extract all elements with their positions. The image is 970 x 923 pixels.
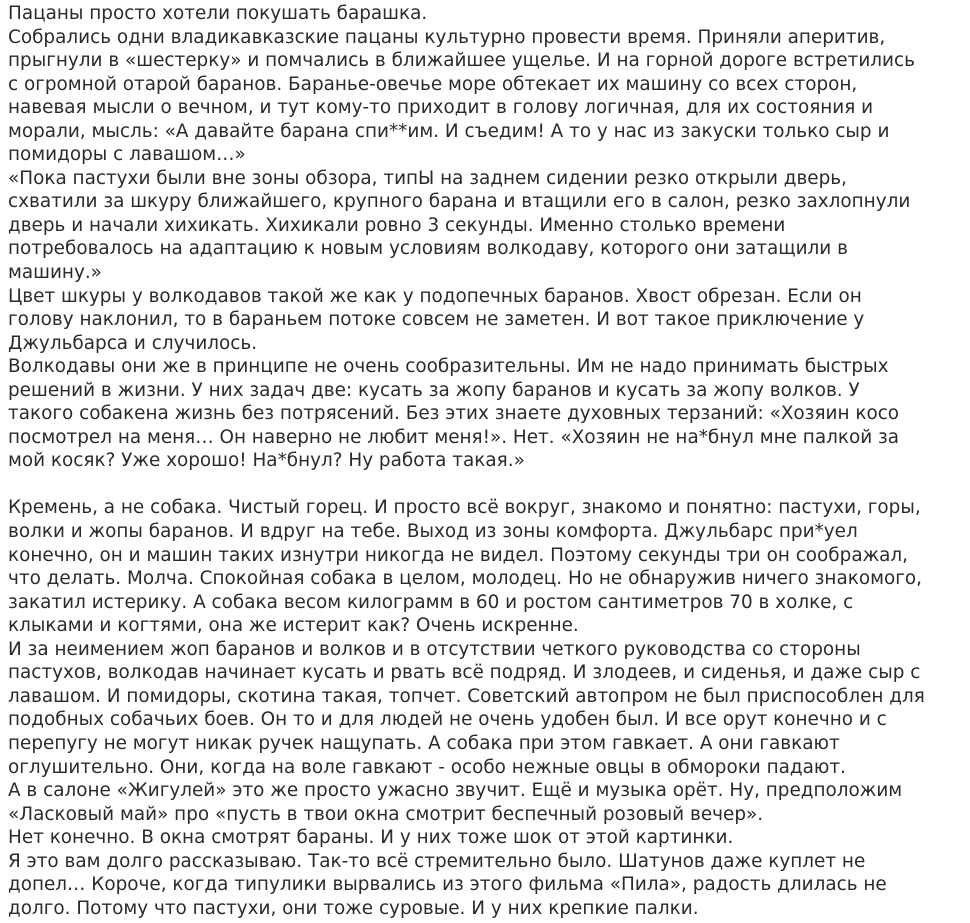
text-line: посмотрел на меня… Он наверно не любит меня!». Нет. «Хозяин не на*бнул мне палкой за xyxy=(8,426,900,448)
text-line: оглушительно. Они, когда на воле гавкают - особо нежные овцы в обмороки падают. xyxy=(8,756,846,778)
text-line: решений в жизни. У них задач две: кусать за жопу баранов и кусать за жопу волков. У xyxy=(8,379,860,401)
text-line: волки и жопы баранов. И вдруг на тебе. Выход из зоны комфорта. Джульбарс при*уел xyxy=(8,521,858,543)
text-line: А в салоне «Жигулей» это же просто ужасно звучит. Ещё и музыка орёт. Ну, предположим xyxy=(8,780,903,802)
text-line: машину.» xyxy=(8,262,102,284)
text-line: закатил истерику. А собака весом килограмм в 60 и ростом сантиметров 70 в холке, с xyxy=(8,591,854,613)
text-line: схватили за шкуру ближайшего, крупного барана и втащили его в салон, резко захлопнули xyxy=(8,191,911,213)
text-line: Кремень, а не собака. Чистый горец. И просто всё вокруг, знакомо и понятно: пастухи, горы, xyxy=(8,497,921,519)
text-line: конечно, он и машин таких изнутри никогда не видел. Поэтому секунды три он соображал, xyxy=(8,544,909,566)
text-line: Нет конечно. В окна смотрят бараны. И у них тоже шок от этой картинки. xyxy=(8,827,734,849)
text-line: мой косяк? Уже хорошо! На*бнул? Ну работа такая.» xyxy=(8,450,525,472)
story-block-1 xyxy=(8,26,964,473)
text-line: потребовалось на адаптацию к новым условиям волкодаву, которого они затащили в xyxy=(8,238,848,260)
text-line: Собрались одни владикавказские пацаны культурно провести время. Приняли аперитив, xyxy=(8,26,886,48)
text-line: лавашом. И помидоры, скотина такая, топчет. Советский автопром не был приспособлен для xyxy=(8,685,925,707)
text-line: И за неимением жоп баранов и волков и в отсутствии четкого руководства со стороны xyxy=(8,638,861,660)
text-line: Джульбарса и случилось. xyxy=(8,332,258,354)
text-line: навевая мысли о вечном, и тут кому-то приходит в голову логичная, для их состояния и xyxy=(8,97,874,119)
text-line: с огромной отарой баранов. Баранье-овечье море обтекает их машину со всех сторон, xyxy=(8,73,858,95)
text-line: Волкодавы они же в принципе не очень сообразительны. Им не надо принимать быстрых xyxy=(8,356,889,378)
text-line: такого собакена жизнь без потрясений. Без этих знаете духовных терзаний: «Хозяин косо xyxy=(8,403,900,425)
text-line: «Ласковый май» про «пусть в твои окна смотрит беспечный розовый вечер». xyxy=(8,803,764,825)
text-line: перепугу не могут никак ручек нащупать. А собака при этом гавкает. А они гавкают xyxy=(8,732,840,754)
text-line: подобных собачьих боев. Он то и для людей не очень удобен был. И все орут конечно и с xyxy=(8,709,887,731)
text-line: морали, мысль: «А давайте барана спи**им. И съедим! А то у нас из закуски только сыр и xyxy=(8,120,890,142)
text-line: клыками и когтями, она же истерит как? Очень искренне. xyxy=(8,615,579,637)
story-block-2 xyxy=(8,496,964,920)
story-title: Пацаны просто хотели покушать барашка. xyxy=(8,3,428,24)
text-line: что делать. Молча. Спокойная собака в целом, молодец. Но не обнаружив ничего знакомого, xyxy=(8,568,922,590)
text-line: прыгнули в «шестерку» и помчались в ближайшее ущелье. И на горной дороге встретились xyxy=(8,50,915,72)
text-line: голову наклонил, то в бараньем потоке совсем не заметен. И вот такое приключение у xyxy=(8,309,865,331)
text-line: пастухов, волкодав начинает кусать и рвать всё подряд. И злодеев, и сиденья, и даже сыр с xyxy=(8,662,921,684)
text-line: допел… Короче, когда типулики вырвались из этого фильма «Пила», радость длилась не xyxy=(8,874,887,896)
text-line: «Пока пастухи были вне зоны обзора, типЫ на заднем сидении резко открыли дверь, xyxy=(8,167,847,189)
text-line: Я это вам долго рассказываю. Так-то всё стремительно было. Шатунов даже куплет не xyxy=(8,850,866,872)
text-line: помидоры с лавашом…» xyxy=(8,144,246,166)
text-line: долго. Потому что пастухи, они тоже суровые. И у них крепкие палки. xyxy=(8,897,699,919)
paragraph-gap xyxy=(8,473,964,497)
text-line: Цвет шкуры у волкодавов такой же как у подопечных баранов. Хвост обрезан. Если он xyxy=(8,285,862,307)
text-line: дверь и начали хихикать. Хихикали ровно 3 секунды. Именно столько времени xyxy=(8,214,786,236)
